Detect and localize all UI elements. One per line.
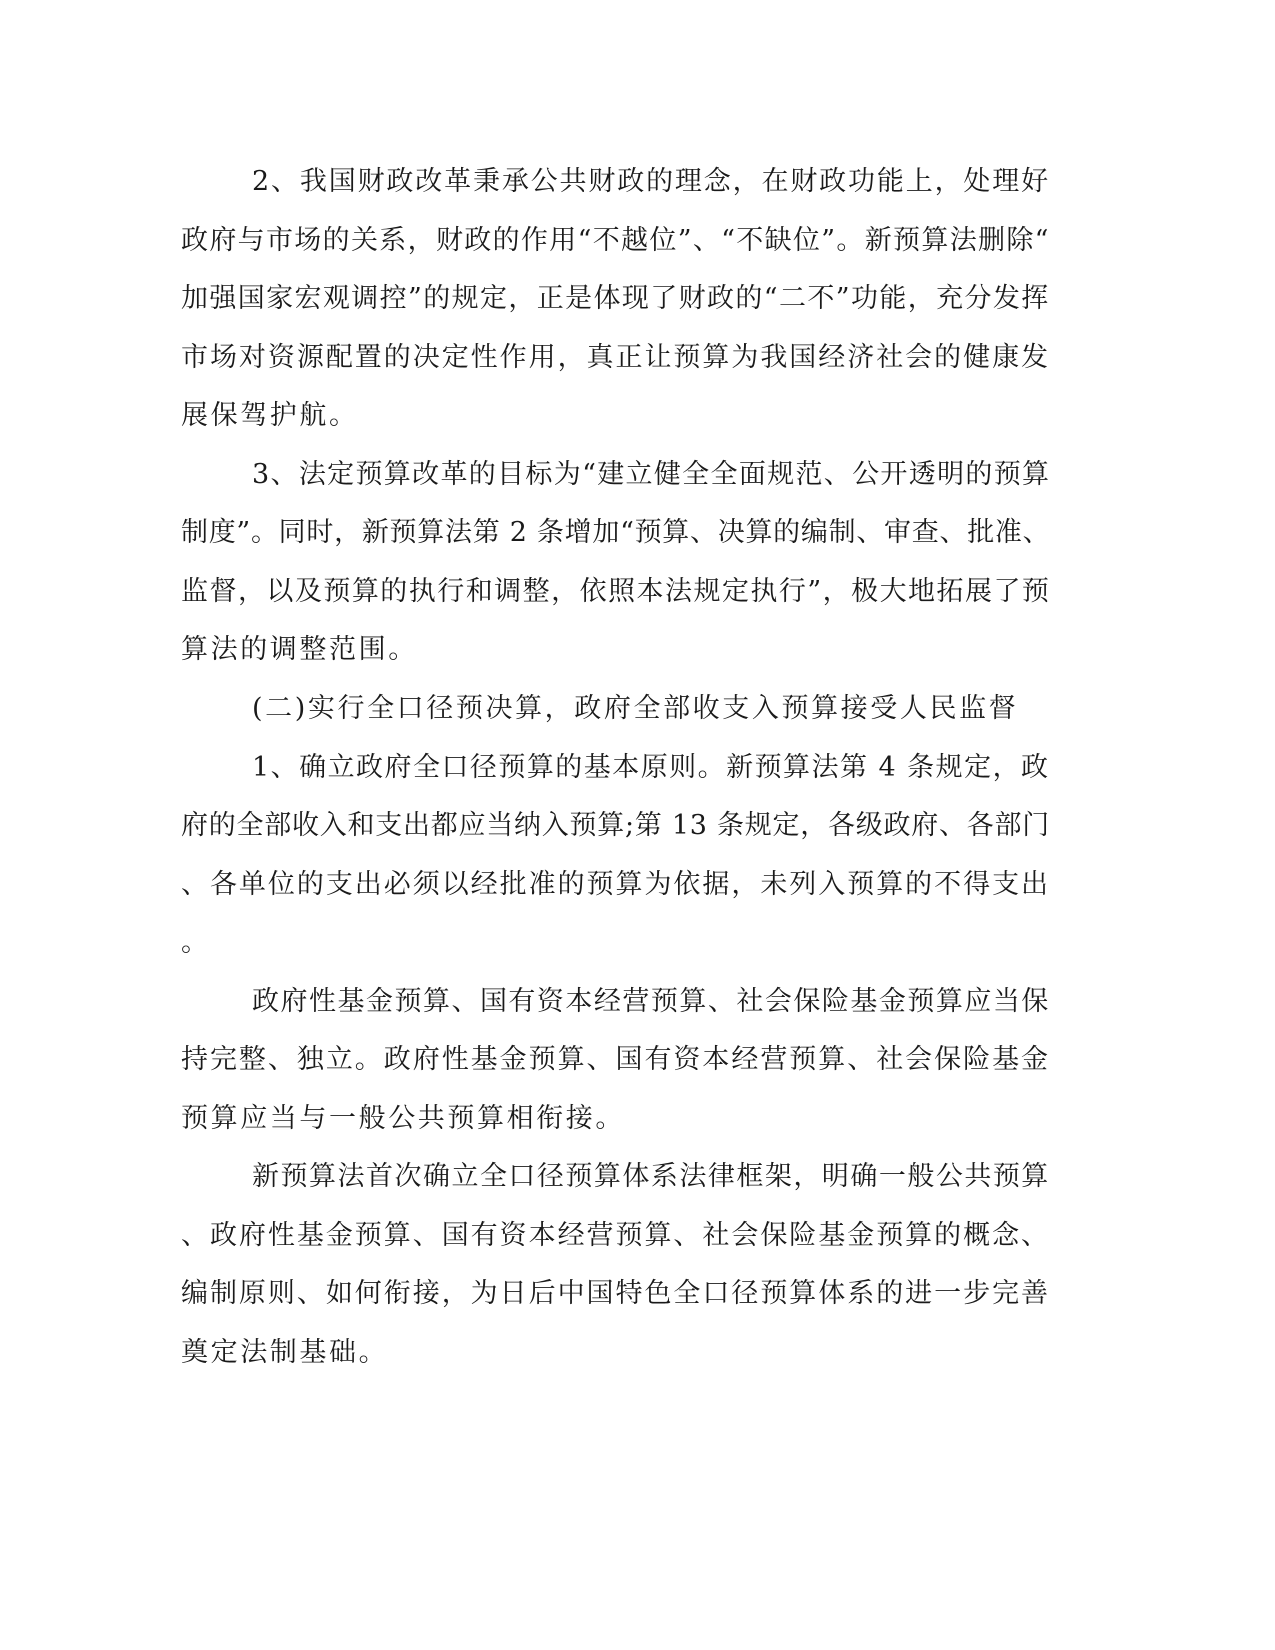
text-line: 新预算法首次确立全口径预算体系法律框架，明确一般公共预算 [252, 1161, 1050, 1192]
text-line: 。 [181, 927, 211, 958]
text-line: 、各单位的支出必须以经批准的预算为依据，未列入预算的不得支出 [181, 869, 1050, 900]
text-line: 、政府性基金预算、国有资本经营预算、社会保险基金预算的概念、 [181, 1220, 1050, 1251]
text-line: 监督，以及预算的执行和调整，依照本法规定执行”，极大地拓展了预 [181, 576, 1051, 607]
text-line: 奠定法制基础。 [181, 1337, 389, 1368]
text-line: 加强国家宏观调控”的规定，正是体现了财政的“二不”功能，充分发挥 [181, 283, 1050, 314]
text-line: 制度”。同时，新预算法第 2 条增加“预算、决算的编制、审查、批准、 [181, 517, 1051, 548]
text-line: 政府性基金预算、国有资本经营预算、社会保险基金预算应当保 [252, 986, 1050, 1017]
text-line: 府的全部收入和支出都应当纳入预算;第 13 条规定，各级政府、各部门 [181, 810, 1051, 841]
section-heading: (二)实行全口径预决算，政府全部收支入预算接受人民监督 [252, 693, 1019, 724]
text-line: 2、我国财政改革秉承公共财政的理念，在财政功能上，处理好 [252, 166, 1050, 197]
text-line: 展保驾护航。 [181, 400, 359, 431]
text-line: 1、确立政府全口径预算的基本原则。新预算法第 4 条规定，政 [252, 752, 1050, 783]
text-line: 预算应当与一般公共预算相衔接。 [181, 1103, 625, 1134]
text-line: 3、法定预算改革的目标为“建立健全全面规范、公开透明的预算 [252, 459, 1051, 490]
text-line: 市场对资源配置的决定性作用，真正让预算为我国经济社会的健康发 [181, 342, 1050, 373]
text-line: 算法的调整范围。 [181, 634, 418, 665]
text-line: 编制原则、如何衔接，为日后中国特色全口径预算体系的进一步完善 [181, 1278, 1050, 1309]
text-line: 持完整、独立。政府性基金预算、国有资本经营预算、社会保险基金 [181, 1044, 1050, 1075]
text-line: 政府与市场的关系，财政的作用“不越位”、“不缺位”。新预算法删除“ [181, 225, 1050, 256]
